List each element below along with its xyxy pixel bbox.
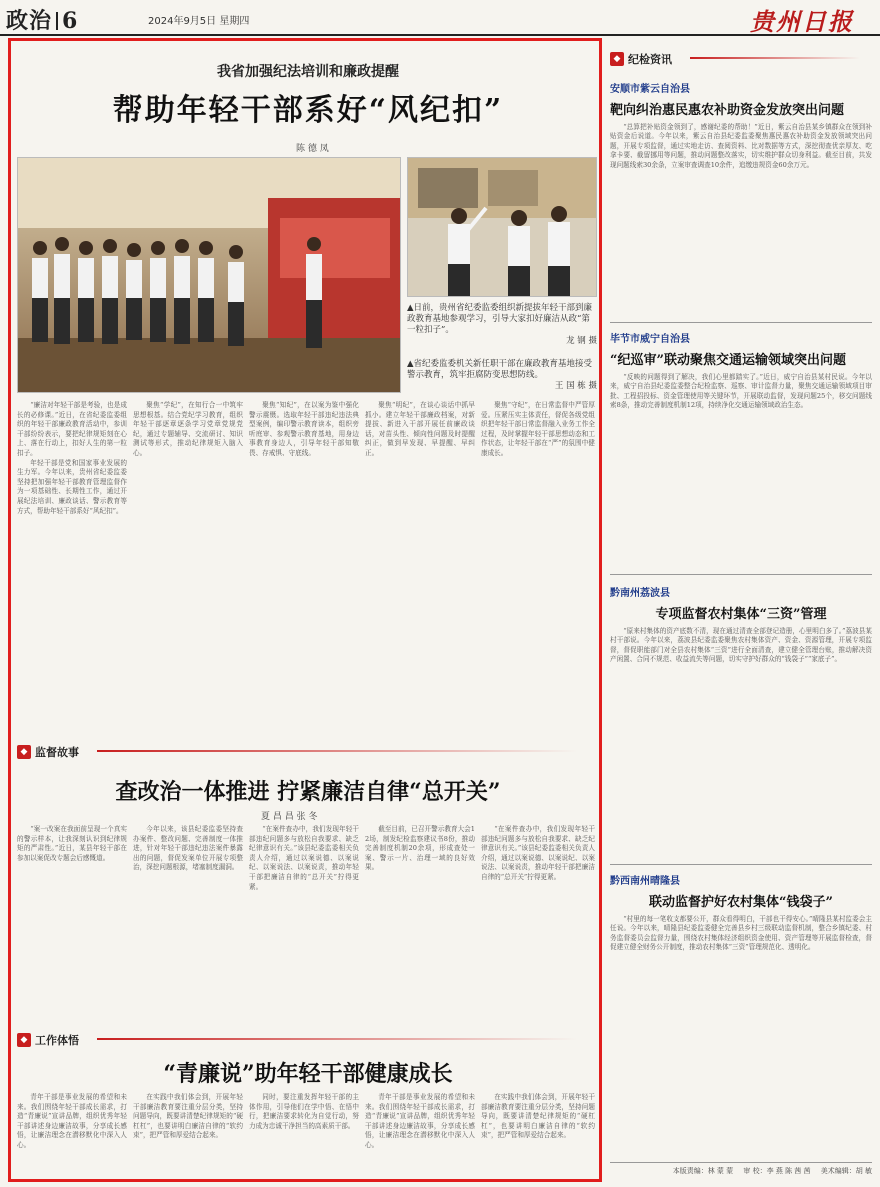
photo1-credit: 龙 钢 摄 — [566, 336, 597, 346]
story2-headline: 查改治一体推进 拧紧廉洁自律“总开关” — [115, 779, 501, 805]
sidebar-item-body — [610, 627, 872, 863]
sidebar-item — [610, 330, 872, 571]
section-name: 政治 — [6, 8, 53, 34]
story2-tag — [17, 741, 597, 761]
main-byline: 陈 德 凤 — [296, 144, 329, 154]
story2-tag-label: 监督故事 — [35, 745, 79, 759]
tag-rule — [97, 1038, 577, 1040]
credit-designer: 美术编辑：胡 敏 — [820, 1167, 872, 1175]
story3-tag-label: 工作体悟 — [35, 1033, 79, 1047]
sidebar-news — [610, 38, 872, 1182]
sidebar-item-paragraph: “村里的每一笔收支都要公开，群众看得明白，干部也干得安心。”晴隆县某村监委会主任说。今年以来，晴隆县纪委监委健全完善县乡村三级联动监督机制，整合乡镇纪委、村务监督委员会监督力量，围绕农村集体经济组织资金使用、资产管理等开展监督检查，督促建立健全财务公开制度，推动农村集体“三资”管理规范化、透明化。 — [610, 915, 872, 952]
photo1-caption — [407, 303, 597, 347]
main-paragraph: “廉洁对年轻干部是考验，也是成长的必修课。”近日，在省纪委监委组织的年轻干部廉政教育活动中，参训干部纷纷表示，要把纪律规矩刻在心上、落在行动上，扣好人生的第一粒扣子。 — [17, 401, 127, 457]
main-body-col-3 — [249, 401, 359, 733]
tag-icon: ◆ — [610, 52, 624, 66]
sidebar-item-location: 毕节市威宁自治县 — [610, 334, 690, 345]
sidebar-item-body — [610, 373, 872, 571]
credit-editor: 本版责编：林 蒙 蒙 — [672, 1167, 734, 1175]
story3-col-4 — [365, 1093, 475, 1177]
photo2-caption — [407, 359, 597, 392]
story3-paragraph: 青年干部是事业发展的希望和未来。我们围绕年轻干部成长需求，打造“青廉说”宣讲品牌，组织优秀年轻干部讲述身边廉洁故事，分享成长感悟，让廉洁理念在潜移默化中深入人心。 — [365, 1093, 475, 1149]
photo1-caption-text: ▲日前，贵州省纪委监委组织新提拔年轻干部到廉政教育基地参观学习，引导大家扣好廉洁从政“第一粒扣子”。 — [407, 303, 593, 335]
story3-paragraph: 同时，要注重发挥年轻干部的主体作用，引导他们在学中悟、在悟中行，把廉洁要求转化为自觉行动，努力成为忠诚干净担当的高素质干部。 — [249, 1093, 359, 1130]
story3-paragraph: 在实践中我们体会到，开展年轻干部廉洁教育要注重分层分类，坚持问题导向，既要讲清楚纪律规矩的“硬杠杠”，也要讲明白廉洁自律的“软约束”，把严管和厚爱结合起来。 — [481, 1093, 595, 1140]
main-paragraph: 年轻干部是党和国家事业发展的生力军。今年以来，贵州省纪委监委坚持把加强年轻干部教育管理监督作为一项基础性、长期性工作，通过开展纪法培训、廉政谈话、警示教育等方式，帮助年轻干部系好“风纪扣”。 — [17, 458, 127, 515]
tag-icon: ◆ — [17, 745, 31, 759]
story3-paragraph: 青年干部是事业发展的希望和未来。我们围绕年轻干部成长需求，打造“青廉说”宣讲品牌，组织优秀年轻干部讲述身边廉洁故事，分享成长感悟，让廉洁理念在潜移默化中深入人心。 — [17, 1093, 127, 1149]
story3-col-5 — [481, 1093, 595, 1177]
section-title — [6, 4, 78, 35]
newspaper-logo: 贵州日报 — [750, 7, 854, 36]
page-credits — [610, 1162, 872, 1176]
tag-rule — [97, 750, 577, 752]
story2-col-5 — [481, 825, 595, 1021]
sidebar-divider — [610, 864, 872, 865]
tag-rule — [690, 57, 860, 59]
sidebar-item — [610, 584, 872, 863]
story2-paragraph: “案一改案在我面前呈现一个真实的警示样本，让我深刻认识到纪律规矩的严肃性。”近日，某县年轻干部在参加以案促改专题会后感慨道。 — [17, 825, 127, 862]
story2-paragraph: “在案件查办中，我们发现年轻干部违纪问题多与放松自我要求、缺乏纪律意识有关。”该县纪委监委相关负责人介绍，通过以案说德、以案说纪、以案说法、以案说责，推动年轻干部把廉洁自律的“总开关”拧得更紧。 — [249, 825, 359, 891]
story2-paragraph: “在案件查办中，我们发现年轻干部违纪问题多与放松自我要求、缺乏纪律意识有关。”该县纪委监委相关负责人介绍，通过以案说德、以案说纪、以案说法、以案说责，推动年轻干部把廉洁自律的“总开关”拧得更紧。 — [481, 825, 595, 881]
main-kicker: 我省加强纪法培训和廉政提醒 — [217, 64, 399, 80]
story3-col-3 — [249, 1093, 359, 1177]
photo-group-visit-image — [18, 158, 401, 393]
sidebar-item-paragraph: “原来村集体的资产底数不清，现在通过清查全部登记造册，心里明白多了。”荔波县某村干部说。今年以来，荔波县纪委监委聚焦农村集体资产、资金、资源管理，开展专项监督，督促职能部门对全县农村集体“三资”进行全面清查，建立健全管理台账，推动解决资产闲置、合同不规范、收益流失等问题，切实守护好群众的“钱袋子”“家底子”。 — [610, 627, 872, 664]
main-paragraph: 聚焦“明纪”，在谈心谈话中抓早抓小。建立年轻干部廉政档案，对新提拔、新进入干部开展任前廉政谈话，对苗头性、倾向性问题及时提醒纠正，做到早发现、早提醒、早纠正。 — [365, 401, 475, 457]
story2-col-1 — [17, 825, 127, 1021]
sidebar-item-title: 联动监督护好农村集体“钱袋子” — [649, 895, 833, 910]
main-headline: 帮助年轻干部系好“风纪扣” — [112, 93, 504, 128]
story2-paragraph: 截至目前，已召开警示教育大会12场，制发纪检监察建议书8份，推动完善制度机制20余项，形成查处一案、警示一片、治理一域的良好效果。 — [365, 825, 475, 872]
credit-reviewer: 审 校：李 燕 陈 茜 茜 — [743, 1167, 811, 1175]
photo-exhibit-wall-image — [408, 158, 597, 297]
photo-exhibit-wall — [407, 157, 597, 297]
main-paragraph: 聚焦“学纪”，在知行合一中筑牢思想根基。结合党纪学习教育，组织年轻干部逐章逐条学习党章党规党纪，通过专题辅导、交流研讨、知识测试等形式，推动纪律规矩入脑入心。 — [133, 401, 243, 457]
sidebar-divider — [610, 322, 872, 323]
sidebar-item — [610, 80, 872, 329]
tag-icon: ◆ — [17, 1033, 31, 1047]
story3-col-1 — [17, 1093, 127, 1177]
sidebar-item-body — [610, 123, 872, 329]
sidebar-item-title: “纪巡审”联动聚焦交通运输领域突出问题 — [610, 353, 846, 368]
sidebar-tag-label: 纪检资讯 — [628, 52, 672, 66]
sidebar-item-paragraph: “反映的问题得到了解决，我们心里都踏实了。”近日，威宁自治县某村民说。今年以来，威宁自治县纪委监委整合纪检监察、巡察、审计监督力量，聚焦交通运输领域项目审批、工程招投标、资金管理使用等关键环节，开展联动监督，发现问题25个，移交问题线索8条，推动完善制度机制12项，持续净化交通运输领域政治生态。 — [610, 373, 872, 410]
sidebar-item-paragraph: “总算把补贴资金领到了，感谢纪委的帮助！”近日，紫云自治县某乡镇群众在领到补贴资金后说道。今年以来，紫云自治县纪委监委聚焦惠民惠农补助资金发放领域突出问题，开展专项监督，通过实地走访、查阅资料、比对数据等方式，深挖彻查优亲厚友、吃拿卡要、截留挪用等问题，推动问题整改落实，切实维护群众切身利益。截至目前，共发现问题线索30余条，立案审查调查10余件，追缴违规资金60余万元。 — [610, 123, 872, 169]
story3-tag — [17, 1029, 597, 1049]
divider — [56, 12, 58, 30]
masthead — [0, 0, 880, 36]
story2-paragraph: 今年以来，该县纪委监委坚持查办案件、整改问题、完善制度一体推进，针对年轻干部违纪违法案件暴露出的问题，督促发案单位开展专项整治，深挖问题根源，堵塞制度漏洞。 — [133, 825, 243, 872]
page-number: 6 — [62, 8, 79, 34]
sidebar-tag — [610, 48, 872, 68]
story2-col-3 — [249, 825, 359, 1021]
photo2-caption-text: ▲省纪委监委机关新任职干部在廉政教育基地接受警示教育，筑牢拒腐防变思想防线。 — [407, 359, 593, 380]
sidebar-item-location: 黔西南州晴隆县 — [610, 876, 680, 887]
photo-group-visit — [17, 157, 401, 393]
story2-col-2 — [133, 825, 243, 1021]
main-paragraph: 聚焦“守纪”，在日常监督中严管厚爱。压紧压实主体责任，督促各级党组织把年轻干部日常监督融入业务工作全过程，及时掌握年轻干部思想动态和工作状态，让年轻干部在“严”的氛围中健康成长。 — [481, 401, 595, 457]
main-paragraph: 聚焦“知纪”，在以案为鉴中强化警示震慑。选取年轻干部违纪违法典型案例，编印警示教育读本，组织旁听庭审、参观警示教育基地，用身边事教育身边人，引导年轻干部知敬畏、存戒惧、守底线。 — [249, 401, 359, 457]
story2-byline: 夏 昌 昌 张 冬 — [261, 812, 318, 822]
sidebar-item-title: 专项监督农村集体“三资”管理 — [655, 607, 827, 622]
main-body-col-4 — [365, 401, 475, 733]
highlight-frame — [8, 38, 602, 1182]
sidebar-item — [610, 872, 872, 1177]
sidebar-item-title: 靶向纠治惠民惠农补助资金发放突出问题 — [610, 103, 845, 118]
sidebar-item-location: 安顺市紫云自治县 — [610, 84, 690, 95]
sidebar-item-location: 黔南州荔波县 — [610, 588, 670, 599]
sidebar-divider — [610, 574, 872, 575]
sidebar-item-body — [610, 915, 872, 1177]
publication-date: 2024年9月5日 星期四 — [148, 16, 250, 27]
main-body-col-2 — [133, 401, 243, 733]
story2-col-4 — [365, 825, 475, 1021]
main-body-col-1 — [17, 401, 127, 733]
story3-col-2 — [133, 1093, 243, 1177]
photo2-credit: 王 国 栋 摄 — [554, 381, 597, 391]
story3-headline: “青廉说”助年轻干部健康成长 — [163, 1061, 453, 1087]
main-body-col-5 — [481, 401, 595, 733]
story3-paragraph: 在实践中我们体会到，开展年轻干部廉洁教育要注重分层分类，坚持问题导向，既要讲清楚纪律规矩的“硬杠杠”，也要讲明白廉洁自律的“软约束”，把严管和厚爱结合起来。 — [133, 1093, 243, 1140]
